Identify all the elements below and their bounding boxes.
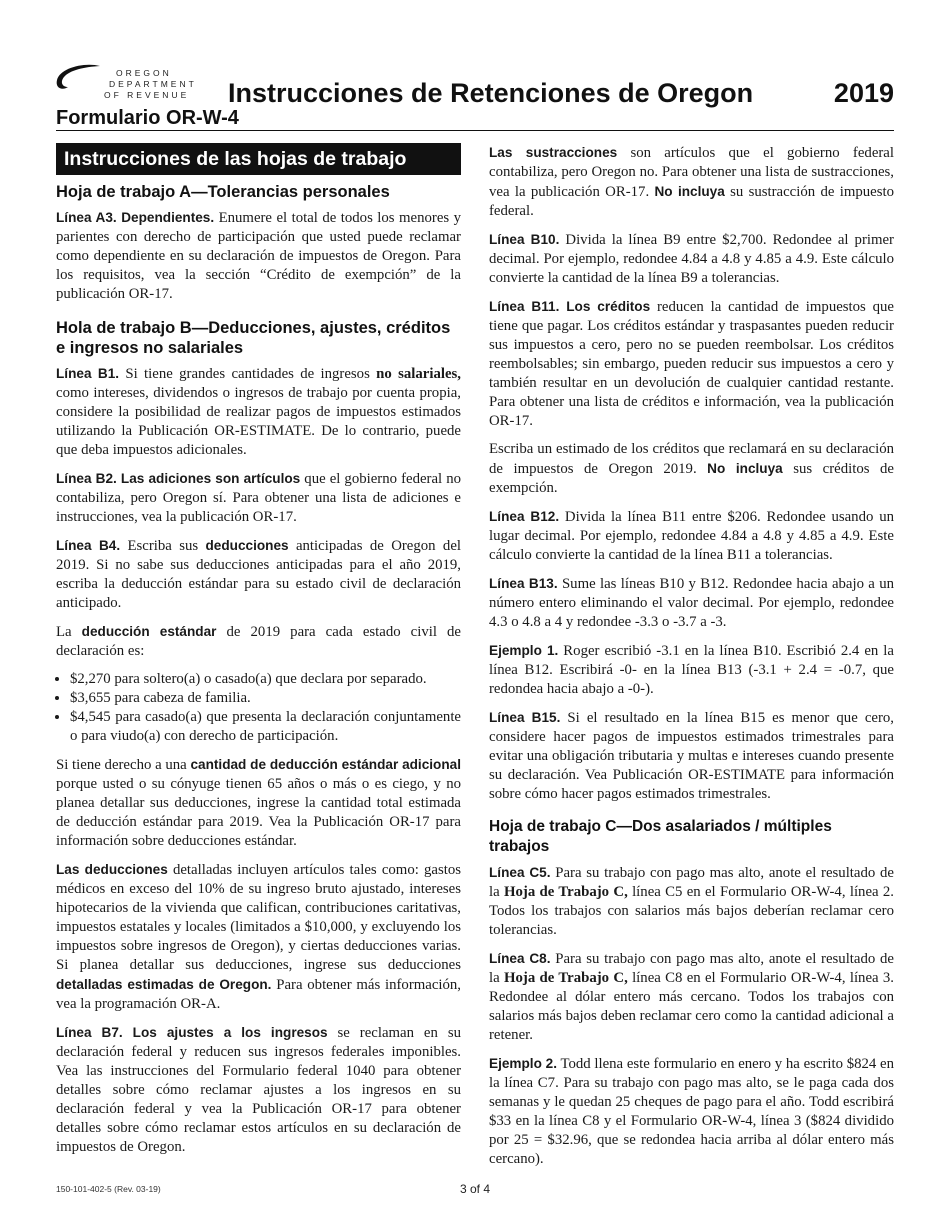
list-item: • $4,545 para casado(a) que presenta la declaración conjuntamente o para viudo(a) con derecho de participación.: [70, 708, 461, 746]
label-b4: Línea B4.: [56, 538, 121, 553]
form-revision-code: 150-101-402-5 (Rev. 03-19): [56, 1184, 161, 1194]
text-b4-bold: deducciones: [205, 538, 289, 553]
label-b15: Línea B15.: [489, 710, 561, 725]
paragraph-itemized: [56, 860, 461, 1014]
text-est-part1: Escriba un estimado de los créditos que reclamará en su declaración de impuestos de Oregon 2019.: [489, 441, 894, 477]
text-sub-part2: su sustracción de impuesto federal.: [489, 184, 894, 219]
paragraph-b2: [56, 469, 461, 527]
tax-year: 2019: [833, 78, 894, 108]
standard-deduction-list: [56, 670, 461, 746]
list-item: • $2,270 para soltero(a) o casado(a) que declara por separado.: [70, 670, 461, 689]
text-b4-part1: Escriba sus: [120, 538, 206, 554]
text-c8-part1: Para su trabajo con pago mas alto, anote el resultado de la: [489, 951, 894, 986]
label-subtractions: Las sustracciones: [489, 145, 618, 160]
text-a3: Enumere el total de todos los menores y parientes con derecho de participación que usted puede reclamar como dependiente en su declaración de impuestos de Oregon. Para los requisitos, vea la sección “Crédito de exempción” de la publicación OR-17.: [56, 210, 461, 302]
text-b2: que el gobierno federal no contabiliza, pero Oregon sí. Para obtener una lista de adiciones e instrucciones, vea la publicación OR-17.: [56, 471, 461, 525]
label-c5: Línea C5.: [489, 865, 551, 880]
text-sub-bold: No incluya: [654, 184, 725, 199]
paragraph-additional-deduction: [56, 755, 461, 851]
label-b12: Línea B12.: [489, 509, 560, 524]
text-add-part1: Si tiene derecho a una: [56, 757, 191, 773]
text-itemized-bold: detalladas estimadas de Oregon.: [56, 977, 272, 992]
label-a3: Línea A3. Dependientes.: [56, 210, 215, 225]
header-divider: [56, 130, 894, 131]
text-b10: Divida la línea B9 entre $2,700. Redondee al primer decimal. Por ejemplo, redondee 4.84 a 4.8 y 4.85 a 4.9. Este cálculo convierte la cantidad de la línea B9 a tolerancias.: [489, 232, 894, 286]
text-b12: Divida la línea B11 entre $206. Redondee usando un lugar decimal. Por ejemplo, redondee 4.84 a 4.8 y 4.85 a 4.9. Este cálculo convierte la cantidad de la línea B11 a tolerancias.: [489, 509, 894, 563]
right-column: [489, 143, 894, 1178]
text-std-part2: de 2019 para cada estado civil de declaración es:: [56, 624, 462, 659]
text-est-bold: No incluya: [707, 461, 783, 476]
text-b11: reducen la cantidad de impuestos que tiene que pagar. Los créditos estándar y traspasantes pueden reducir sus impuestos a cero, pero no se pueden reembolsar. Los créditos reembolsables; sin embargo, pueden reducir sus impuestos a cero y también resultar en un devolución de cualquier cantidad restante. Para obtener una lista de créditos e información, vea la publicación OR-17.: [489, 299, 894, 429]
text-itemized-part1: detalladas incluyen artículos tales como: gastos médicos en exceso del 10% de su ingreso bruto ajustado, intereses hipotecarios de la vivienda que califican, contribuciones caritativas, impuestos estatales y locales (limitados a $10,000, y excluyendo los impuestos sobre ingresos de Oregon), y ciertas deducciones varias. Si planea detallar sus deducciones, ingrese sus deducciones: [56, 862, 461, 973]
text-c5-bold: Hoja de Trabajo C,: [504, 884, 628, 900]
text-std-part1: La: [56, 624, 82, 640]
text-add-part2: porque usted o su cónyuge tienen 65 años o más o es ciego, y no planea detallar sus deducciones, ingrese la cantidad total estimada de deducción estándar para 2019. Vea la Publicación OR-17 para información sobre deducciones estándar.: [56, 776, 461, 849]
paragraph-b12: [489, 507, 894, 565]
text-b7: se reclaman en su declaración federal y reducen sus ingresos federales imponibles. Vea las instrucciones del Formulario federal 1040 para obtener detalles sobre cómo reclamar ajustes a los ingresos en su declaración federal y vea la Publicación OR-17 para obtener detalles sobre cómo reclamar estos artículos en su declaración de impuestos de Oregon.: [56, 1025, 461, 1155]
text-itemized-part2: Para obtener más información, vea la programación OR-A.: [56, 977, 461, 1012]
text-b1-part2: como intereses, dividendos o ingresos de trabajo por cuenta propia, considere la posibilidad de realizar pagos de impuestos estimados utilizando la Publicación OR-ESTIMATE. De lo contrario, puede que deba impuestos adicionales.: [56, 385, 461, 458]
text-b13: Sume las líneas B10 y B12. Redondee hacia abajo a un número entero eliminando el valor decimal. Por ejemplo, redondee 4.3 o 4.8 a 4 y redondee -3.3 o -3.7 a -3.: [489, 576, 894, 630]
label-b2: Línea B2. Las adiciones son artículos: [56, 471, 301, 486]
text-example-1: Roger escribió -3.1 en la línea B10. Escribió 2.4 en la línea B12. Escribirá -0- en la línea B13 (-3.1 + 2.4 = -0.7, que redondea hacia abajo a -0-).: [489, 643, 894, 697]
worksheet-a-heading: Hoja de trabajo A—Tolerancias personales: [56, 183, 390, 201]
text-std-bold: deducción estándar: [81, 624, 217, 639]
label-b11: Línea B11. Los créditos: [489, 299, 651, 314]
label-b13: Línea B13.: [489, 576, 558, 591]
paragraph-c5: [489, 863, 894, 940]
logo-text-line3: OF REVENUE: [104, 90, 190, 100]
left-column: [56, 143, 461, 1166]
text-b4-part2: anticipadas de Oregon del 2019. Si no sabe sus deducciones anticipadas para el año 2019, escriba la deducción estándar para su estado civil de declaración anticipado.: [56, 538, 462, 611]
paragraph-b4: [56, 536, 461, 613]
label-itemized: Las deducciones: [56, 862, 168, 877]
text-c5-part2: línea C5 en el Formulario OR-W-4, línea 2. Todos los trabajos con salarios más bajos deberían reclamar cero tolerancias.: [489, 884, 894, 938]
paragraph-b1: [56, 364, 461, 460]
label-c8: Línea C8.: [489, 951, 551, 966]
worksheet-b-heading: Hola de trabajo B—Deducciones, ajustes, créditos e ingresos no salariales: [56, 319, 451, 357]
label-b7: Línea B7. Los ajustes a los ingresos: [56, 1025, 328, 1040]
paragraph-a3: [56, 208, 461, 304]
section-banner: Instrucciones de las hojas de trabajo: [56, 143, 461, 175]
text-sub-part1: son artículos que el gobierno federal contabiliza, pero Oregon no. Para obtener una lista de sustracciones, vea la publicación OR-17.: [489, 145, 894, 200]
paragraph-c8: [489, 949, 894, 1045]
document-title: Instrucciones de Retenciones de Oregon: [228, 78, 754, 108]
label-example-2: Ejemplo 2.: [489, 1056, 558, 1071]
label-b1: Línea B1.: [56, 366, 120, 381]
text-c5-part1: Para su trabajo con pago mas alto, anote el resultado de la: [489, 865, 894, 900]
paragraph-b13: [489, 574, 894, 632]
paragraph-subtractions: [489, 143, 894, 221]
text-b15: Si el resultado en la línea B15 es menor que cero, considere hacer pagos de impuestos estimados trimestrales para evitar una obligación tributaria y multas e intereses cuando presente su declaración. Vea Publicación OR-ESTIMATE para información sobre cómo hacer pagos estimados trimestrales.: [489, 710, 894, 802]
list-item: • $3,655 para cabeza de familia.: [70, 689, 461, 708]
paragraph-b10: [489, 230, 894, 288]
paragraph-example-2: [489, 1054, 894, 1169]
label-b10: Línea B10.: [489, 232, 560, 247]
text-add-bold: cantidad de deducción estándar adicional: [190, 757, 461, 772]
text-c8-bold: Hoja de Trabajo C,: [504, 970, 628, 986]
logo-text-line2: DEPARTMENT: [109, 79, 197, 89]
worksheet-c-heading: Hoja de trabajo C—Dos asalariados / múltiples trabajos: [489, 818, 832, 855]
label-example-1: Ejemplo 1.: [489, 643, 559, 658]
page-number: 3 of 4: [459, 1182, 491, 1196]
paragraph-example-1: [489, 641, 894, 699]
logo-text-line1: OREGON: [116, 68, 172, 78]
paragraph-b11: [489, 297, 894, 431]
form-name: Formulario OR-W-4: [56, 107, 239, 129]
text-est-part2: sus créditos de exempción.: [489, 461, 894, 496]
oregon-revenue-logo: [54, 60, 197, 102]
paragraph-b15: [489, 708, 894, 804]
text-c8-part2: línea C8 en el Formulario OR-W-4, línea 3. Redondee al dólar entero más cercano. Todos los trabajos con salarios más bajos deben reclamar cero como la cantidad adicional a retener.: [489, 970, 894, 1043]
paragraph-credits-estimate: [489, 440, 894, 498]
text-b1-part1: Si tiene grandes cantidades de ingresos: [119, 366, 377, 382]
paragraph-standard-deduction: [56, 622, 461, 661]
text-b1-bold: no salariales,: [376, 366, 461, 382]
text-example-2: Todd llena este formulario en enero y ha escrito $824 en la línea C7. Para su trabajo con pago mas alto, se le paga cada dos semanas y le quedan 25 cheques de pago para el año. Todd escribirá $33 en la línea C8 y el Formulario OR-W-4, línea 3 ($824 dividido por 25 = $32.96, que se redondea hacia arriba al dólar entero más cercano).: [489, 1056, 894, 1167]
paragraph-b7: [56, 1023, 461, 1157]
